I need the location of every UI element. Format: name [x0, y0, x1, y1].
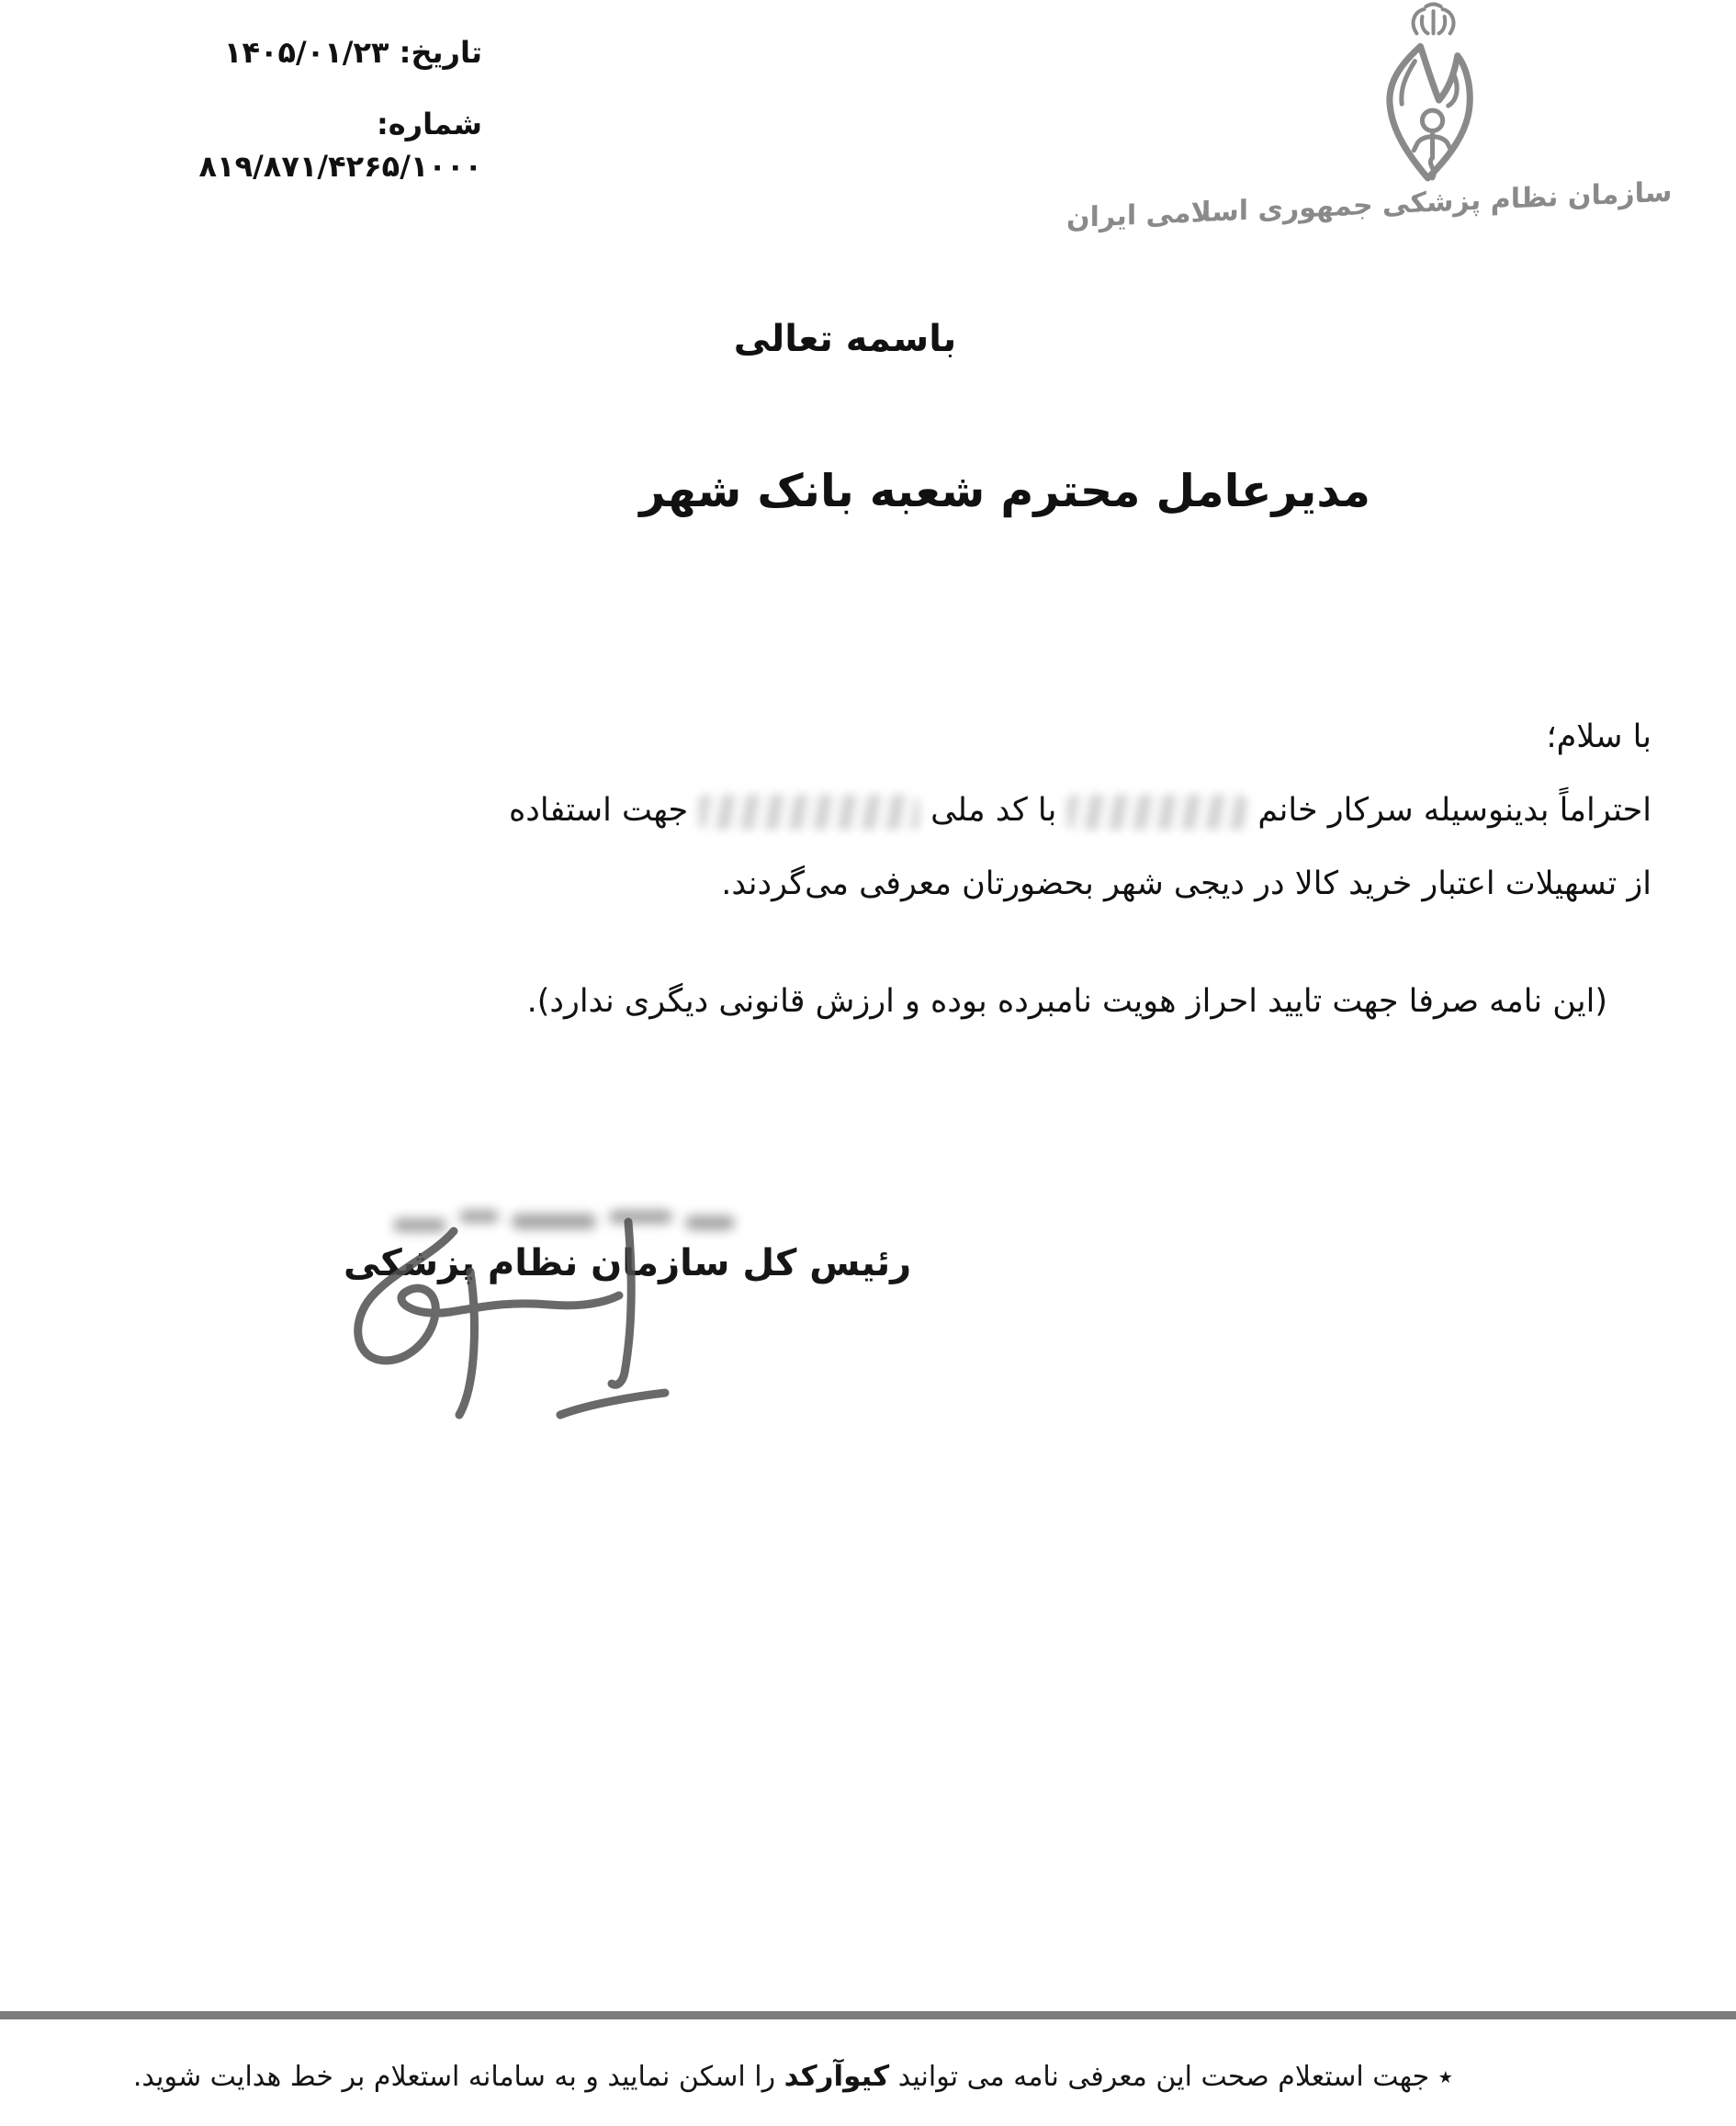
handwritten-signature — [333, 1183, 727, 1459]
letter-body — [138, 700, 1651, 1038]
redacted-name-blur — [1067, 795, 1246, 830]
addressee-heading: مدیرعامل محترم شعبه بانک شهر — [639, 465, 1370, 517]
body-line-1-seg-3: جهت استفاده — [508, 792, 689, 829]
footer-note-prefix: ٭ جهت استعلام صحت این معرفی نامه می توانید — [897, 2061, 1453, 2093]
disclaimer-line: (این نامه صرفا جهت تایید احراز هویت نامبرده بوده و ارزش قانونی دیگری ندارد). — [526, 983, 1607, 1020]
medical-council-logo-icon — [1364, 2, 1495, 187]
number-value: ۸۱۹/۸۷۱/۴۲۶۵/۱۰۰۰ — [198, 149, 482, 184]
date-value: ۱۴۰۵/۰۱/۲۳ — [223, 35, 389, 70]
number-label: شماره: — [376, 107, 482, 141]
footer-note-suffix: را اسکن نمایید و به سامانه استعلام بر خط هدایت شوید. — [132, 2061, 776, 2093]
salutation-line: با سلام؛ — [1546, 718, 1651, 755]
body-line-1-seg-2: با کد ملی — [930, 792, 1057, 829]
body-line-2: از تسهیلات اعتبار خرید کالا در دیجی شهر بحضورتان معرفی می‌گردند. — [721, 865, 1651, 902]
besmele-heading: باسمه تعالی — [733, 318, 957, 360]
header-meta — [87, 31, 482, 187]
number-line — [87, 103, 482, 187]
date-label: تاریخ: — [399, 35, 482, 70]
date-line — [87, 31, 482, 74]
body-line-1 — [138, 774, 1651, 847]
footer-divider — [0, 2011, 1736, 2019]
signer-title: رئیس کل سازمان نظام پزشکی — [344, 1242, 912, 1284]
logo-caption: سازمان نظام پزشکی جمهوری اسلامی ایران — [1065, 175, 1672, 235]
body-line-1-seg-1: احتراماً بدینوسیله سرکار خانم — [1257, 792, 1651, 829]
redacted-national-code-blur — [699, 795, 919, 830]
footer-qr-code-word: کیوآرکد — [783, 2060, 890, 2093]
footer-note — [133, 2060, 1453, 2093]
